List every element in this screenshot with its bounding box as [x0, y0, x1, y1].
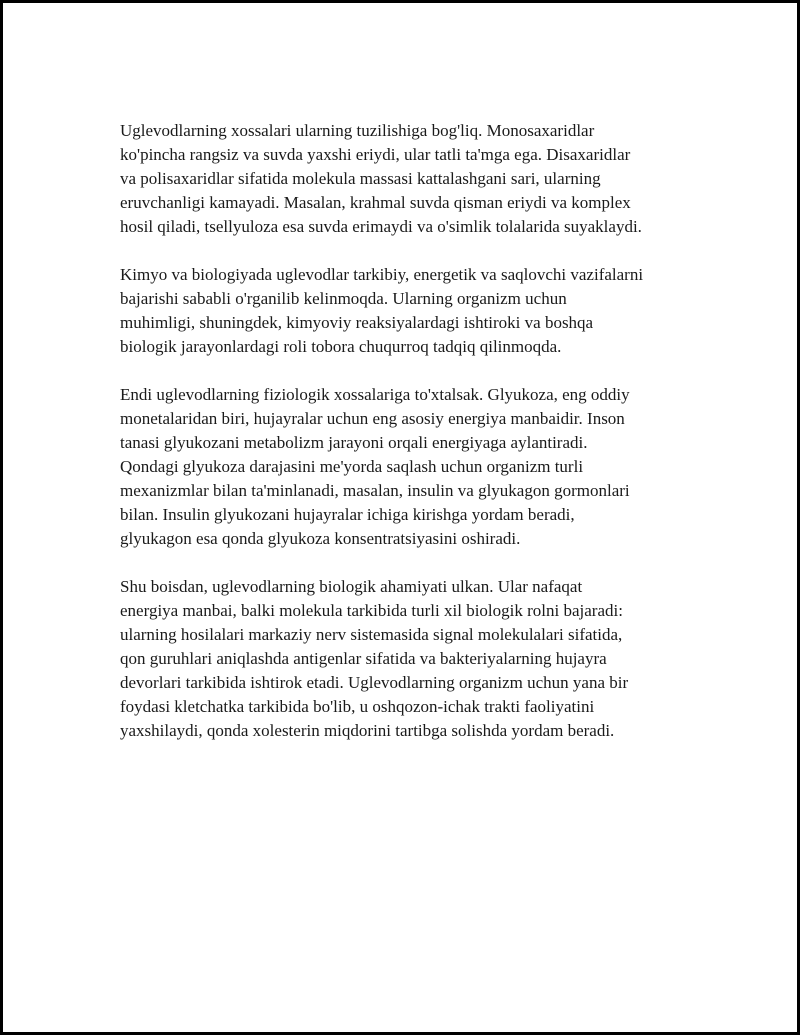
text-line: Shu boisdan, uglevodlarning biologik ahamiyati ulkan. Ular nafaqat: [120, 577, 583, 596]
text-line: ularning hosilalari markaziy nerv sistemasida signal molekulalari sifatida,: [120, 625, 623, 644]
text-line: yaxshilaydi, qonda xolesterin miqdorini tartibga solishda yordam beradi.: [120, 721, 615, 740]
text-line: monetalaridan biri, hujayralar uchun eng asosiy energiya manbaidir. Inson: [120, 409, 625, 428]
text-line: Kimyo va biologiyada uglevodlar tarkibiy, energetik va saqlovchi vazifalarni: [120, 265, 644, 284]
text-line: eruvchanligi kamayadi. Masalan, krahmal suvda qisman eriydi va komplex: [120, 193, 631, 212]
text-line: foydasi kletchatka tarkibida bo'lib, u oshqozon-ichak trakti faoliyatini: [120, 697, 595, 716]
document-body: [120, 119, 700, 767]
paragraph: [120, 383, 700, 551]
text-line: Qondagi glyukoza darajasini me'yorda saqlash uchun organizm turli: [120, 457, 584, 476]
text-line: hosil qiladi, tsellyuloza esa suvda erimaydi va o'simlik tolalarida suyaklaydi.: [120, 217, 642, 236]
text-line: bilan. Insulin glyukozani hujayralar ichiga kirishga yordam beradi,: [120, 505, 575, 524]
paragraph: [120, 575, 700, 743]
paragraph: [120, 263, 700, 359]
text-line: tanasi glyukozani metabolizm jarayoni orqali energiyaga aylantiradi.: [120, 433, 588, 452]
text-line: muhimligi, shuningdek, kimyoviy reaksiyalardagi ishtiroki va boshqa: [120, 313, 594, 332]
text-line: ko'pincha rangsiz va suvda yaxshi eriydi, ular tatli ta'mga ega. Disaxaridlar: [120, 145, 631, 164]
paragraph: [120, 119, 700, 239]
text-line: glyukagon esa qonda glyukoza konsentratsiyasini oshiradi.: [120, 529, 521, 548]
text-line: Uglevodlarning xossalari ularning tuzilishiga bog'liq. Monosaxaridlar: [120, 121, 595, 140]
text-line: biologik jarayonlardagi roli tobora chuqurroq tadqiq qilinmoqda.: [120, 337, 562, 356]
text-line: qon guruhlari aniqlashda antigenlar sifatida va bakteriyalarning hujayra: [120, 649, 607, 668]
text-line: energiya manbai, balki molekula tarkibida turli xil biologik rolni bajaradi:: [120, 601, 623, 620]
text-line: Endi uglevodlarning fiziologik xossalariga to'xtalsak. Glyukoza, eng oddiy: [120, 385, 630, 404]
text-line: va polisaxaridlar sifatida molekula massasi kattalashgani sari, ularning: [120, 169, 601, 188]
text-line: devorlari tarkibida ishtirok etadi. Uglevodlarning organizm uchun yana bir: [120, 673, 629, 692]
text-line: mexanizmlar bilan ta'minlanadi, masalan, insulin va glyukagon gormonlari: [120, 481, 630, 500]
text-line: bajarishi sababli o'rganilib kelinmoqda. Ularning organizm uchun: [120, 289, 567, 308]
